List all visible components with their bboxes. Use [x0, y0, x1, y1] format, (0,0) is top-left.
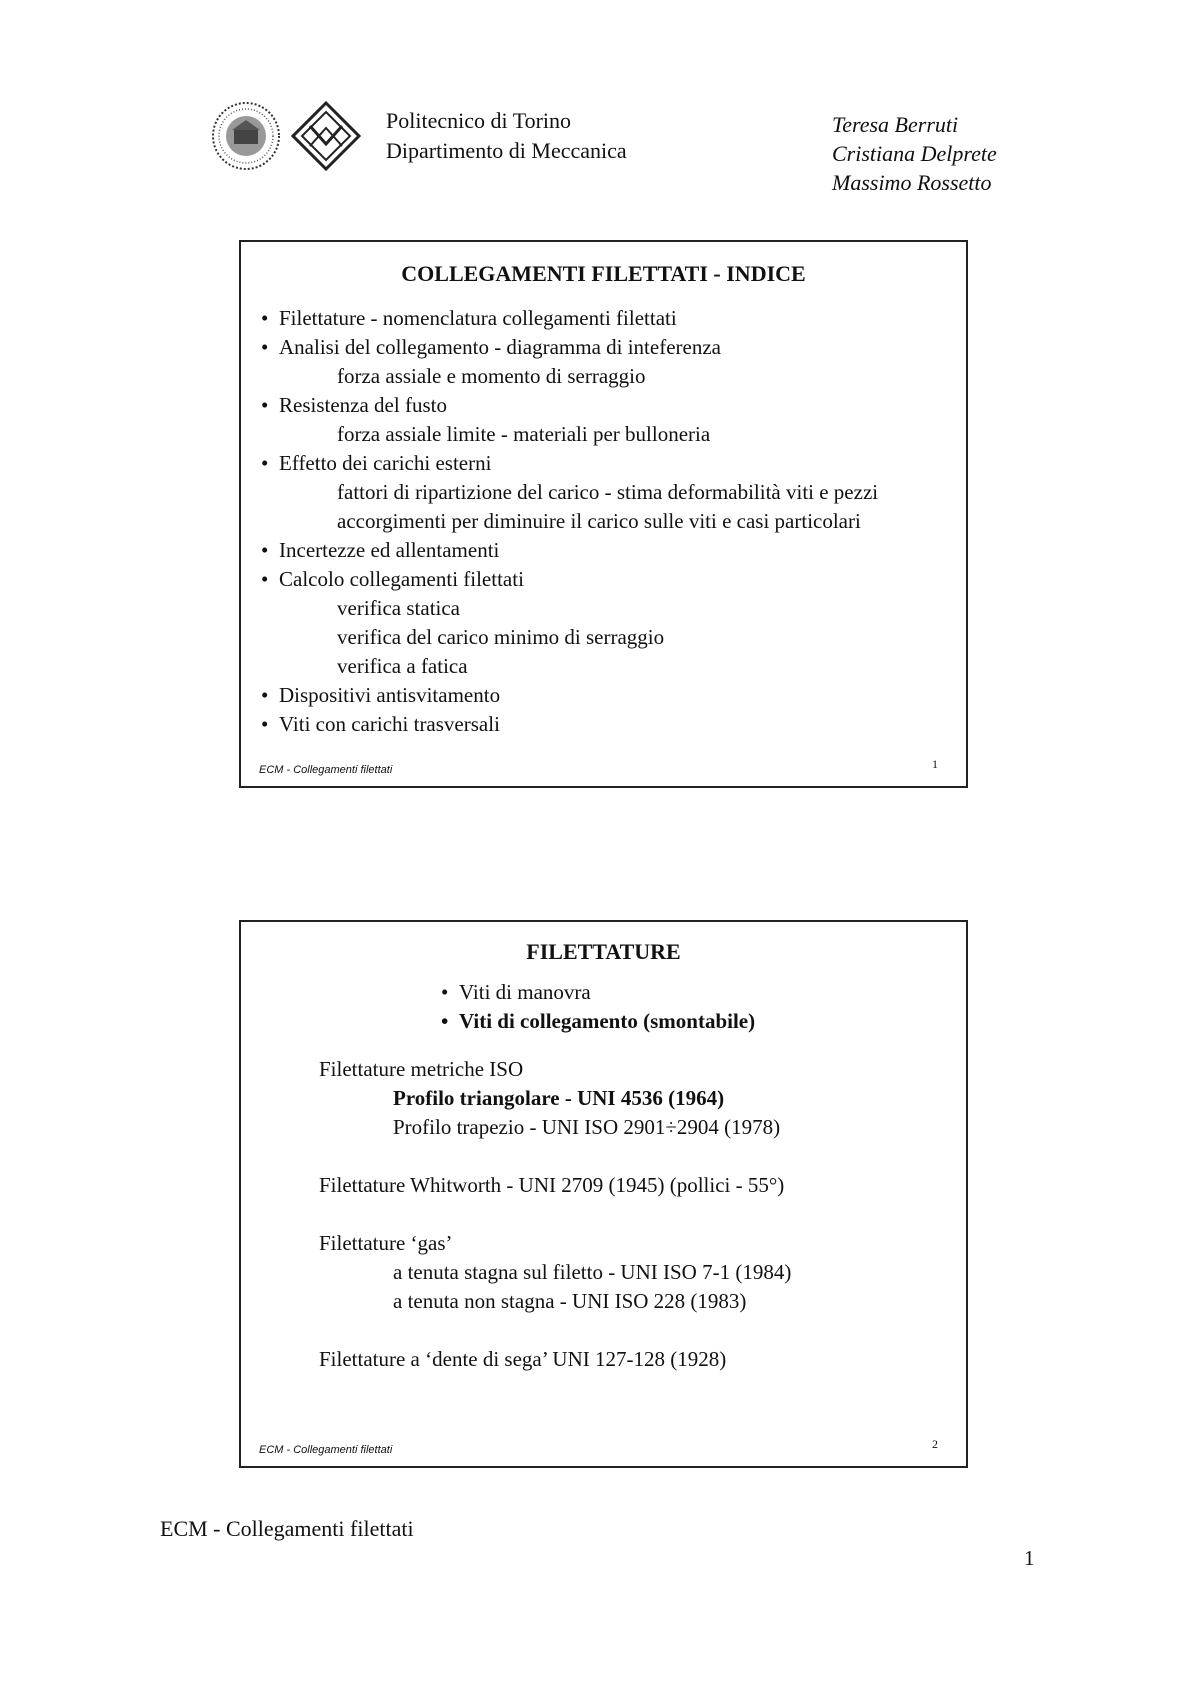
slide-2 [239, 920, 968, 1468]
bullet-item: • Resistenza del fusto [261, 393, 447, 417]
sub-item: Profilo triangolare - UNI 4536 (1964) [393, 1086, 725, 1110]
sub-item: verifica statica [337, 596, 461, 620]
author-name: Cristiana Delprete [832, 141, 997, 166]
department-logo-icon [290, 100, 362, 172]
sub-item: verifica del carico minimo di serraggio [337, 625, 665, 649]
section-heading: Filettature Whitworth - UNI 2709 (1945) (pollici - 55°) [319, 1173, 785, 1197]
section-heading: Filettature ‘gas’ [319, 1231, 453, 1255]
sub-item: forza assiale limite - materiali per bulloneria [337, 422, 711, 446]
slide-footer: ECM - Collegamenti filettati [259, 1444, 393, 1456]
university-seal-icon [210, 100, 282, 172]
sub-item: Profilo trapezio - UNI ISO 2901÷2904 (1978) [393, 1115, 781, 1139]
bullet-item: • Dispositivi antisvitamento [261, 683, 501, 707]
page-footer: ECM - Collegamenti filettati [160, 1516, 414, 1541]
bullet-item: • Calcolo collegamenti filettati [261, 567, 524, 591]
department-name: Dipartimento di Meccanica [386, 138, 627, 163]
sub-item: a tenuta stagna sul filetto - UNI ISO 7-1 (1984) [393, 1260, 792, 1284]
institution-name: Politecnico di Torino [386, 108, 572, 133]
slide-number: 1 [932, 757, 938, 771]
sub-item: accorgimenti per diminuire il carico sulle viti e casi particolari [337, 509, 861, 533]
bullet-item: • Incertezze ed allentamenti [261, 538, 500, 562]
sub-item: a tenuta non stagna - UNI ISO 228 (1983) [393, 1289, 747, 1313]
bullet-item: • Viti di manovra [441, 980, 591, 1004]
bullet-item: • Viti di collegamento (smontabile) [441, 1009, 756, 1033]
institution-block [386, 106, 627, 166]
bullet-item: • Effetto dei carichi esterni [261, 451, 492, 475]
author-name: Teresa Berruti [832, 112, 959, 137]
bullet-item: • Analisi del collegamento - diagramma di inteferenza [261, 335, 721, 359]
slide-number: 2 [932, 1437, 938, 1451]
sub-item: verifica a fatica [337, 654, 468, 678]
slide-title: COLLEGAMENTI FILETTATI - INDICE [401, 261, 806, 286]
slide-title: FILETTATURE [526, 939, 681, 964]
slide-1 [239, 240, 968, 788]
author-name: Massimo Rossetto [832, 170, 992, 195]
section-heading: Filettature metriche ISO [319, 1057, 524, 1081]
sub-item: forza assiale e momento di serraggio [337, 364, 646, 388]
bullet-item: • Viti con carichi trasversali [261, 712, 500, 736]
authors-block [832, 110, 997, 197]
section-heading: Filettature a ‘dente di sega’ UNI 127-128 (1928) [319, 1347, 727, 1371]
page-number: 1 [1024, 1546, 1035, 1570]
bullet-item: • Filettature - nomenclatura collegamenti filettati [261, 306, 677, 330]
slide-footer: ECM - Collegamenti filettati [259, 764, 393, 776]
sub-item: fattori di ripartizione del carico - stima deformabilità viti e pezzi [337, 480, 879, 504]
